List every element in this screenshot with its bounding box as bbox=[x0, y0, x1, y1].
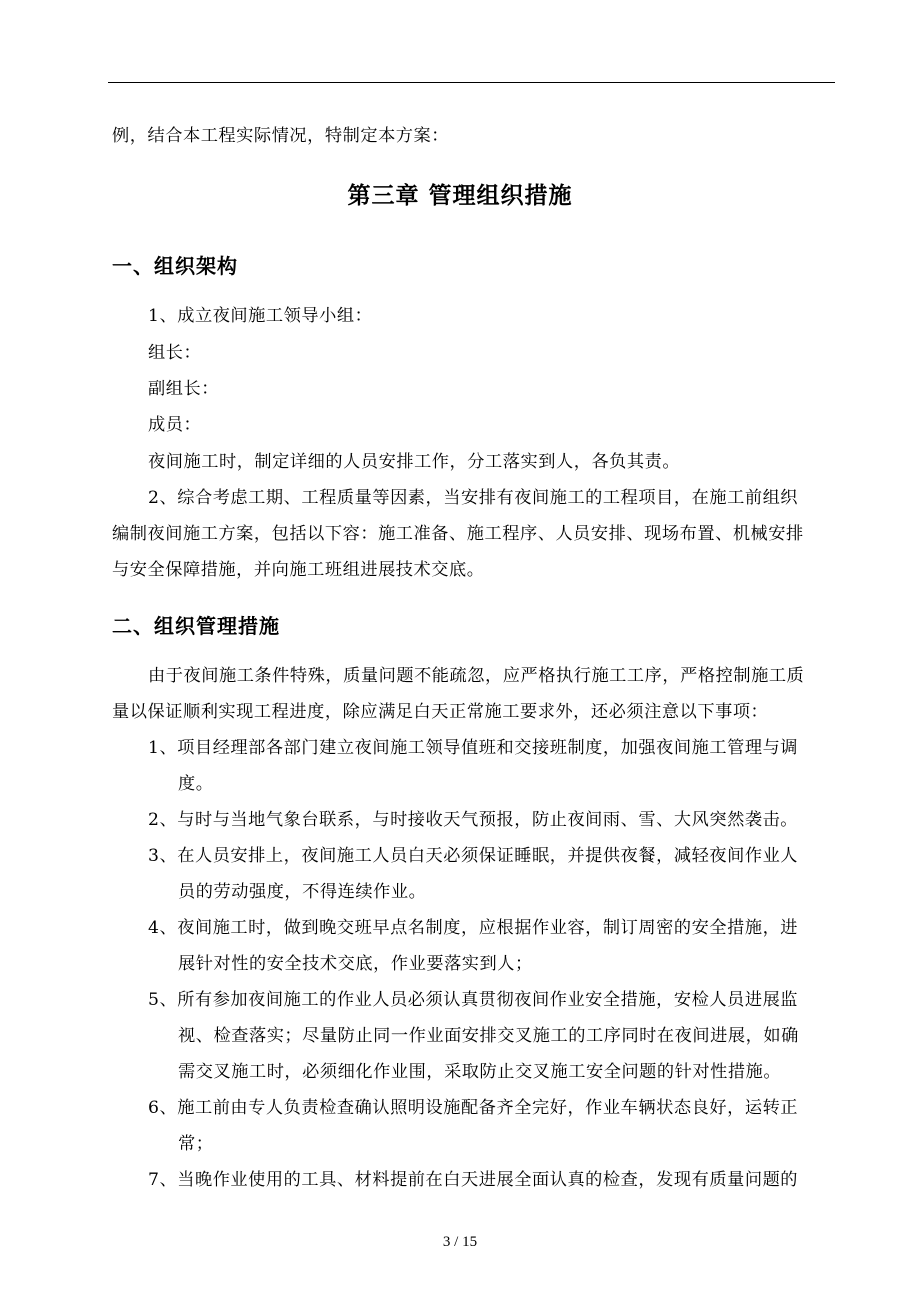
list-item-5-line: 视、检查落实；尽量防止同一作业面安排交叉施工的工序同时在夜间进展，如确 bbox=[178, 1026, 799, 1046]
list-item-7-line: 7、当晚作业使用的工具、材料提前在白天进展全面认真的检查，发现有质量问题的 bbox=[148, 1170, 799, 1190]
list-item-3-line: 员的劳动强度，不得连续作业。 bbox=[178, 882, 427, 902]
members-line: 成员： bbox=[148, 415, 202, 435]
paragraph-item-2-line: 与安全保障措施，并向施工班组进展技术交底。 bbox=[112, 560, 485, 580]
list-item-1-line: 度。 bbox=[178, 774, 214, 794]
list-item-6-line: 常； bbox=[178, 1134, 214, 1154]
list-item-6-line: 6、施工前由专人负责检查确认照明设施配备齐全完好，作业车辆状态良好，运转正 bbox=[148, 1098, 799, 1118]
paragraph-item-2-line: 编制夜间施工方案，包括以下容：施工准备、施工程序、人员安排、现场布置、机械安排 bbox=[112, 524, 804, 544]
header-rule bbox=[108, 82, 835, 83]
list-item-4-line: 4、夜间施工时，做到晚交班早点名制度，应根据作业容，制订周密的安全措施，进 bbox=[148, 918, 799, 938]
leader-line: 组长： bbox=[148, 343, 202, 363]
section-heading-organization: 一、组织架构 bbox=[112, 254, 238, 278]
list-item-4-line: 展针对性的安全技术交底，作业要落实到人； bbox=[178, 954, 533, 974]
list-item-5-line: 5、所有参加夜间施工的作业人员必须认真贯彻夜间作业安全措施，安检人员进展监 bbox=[148, 990, 799, 1010]
deputy-leader-line: 副组长： bbox=[148, 379, 219, 399]
list-item-3-line: 3、在人员安排上，夜间施工人员白天必须保证睡眠，并提供夜餐，减轻夜间作业人 bbox=[148, 846, 799, 866]
list-item-1-line: 1、项目经理部各部门建立夜间施工领导值班和交接班制度，加强夜间施工管理与调 bbox=[148, 738, 799, 758]
page-number: 3 / 15 bbox=[442, 1234, 478, 1250]
duty-line: 夜间施工时，制定详细的人员安排工作，分工落实到人，各负其责。 bbox=[148, 452, 681, 472]
paragraph-item-2-line: 2、综合考虑工期、工程质量等因素，当安排有夜间施工的工程项目，在施工前组织 bbox=[148, 488, 799, 508]
section2-intro-line: 由于夜间施工条件特殊，质量问题不能疏忽，应严格执行施工工序，严格控制施工质 bbox=[148, 666, 805, 686]
section-heading-management: 二、组织管理措施 bbox=[112, 614, 280, 638]
chapter-title: 第三章 管理组织措施 bbox=[347, 183, 573, 209]
intro-line: 例，结合本工程实际情况，特制定本方案： bbox=[112, 126, 450, 146]
paragraph-item-1: 1、成立夜间施工领导小组： bbox=[148, 306, 373, 326]
list-item-2-line: 2、与时与当地气象台联系，与时接收天气预报，防止夜间雨、雪、大风突然袭击。 bbox=[148, 810, 799, 830]
list-item-5-line: 需交叉施工时，必须细化作业围，采取防止交叉施工安全问题的针对性措施。 bbox=[178, 1062, 782, 1082]
section2-intro-line: 量以保证顺利实现工程进度，除应满足白天正常施工要求外，还必须注意以下事项： bbox=[112, 702, 769, 722]
